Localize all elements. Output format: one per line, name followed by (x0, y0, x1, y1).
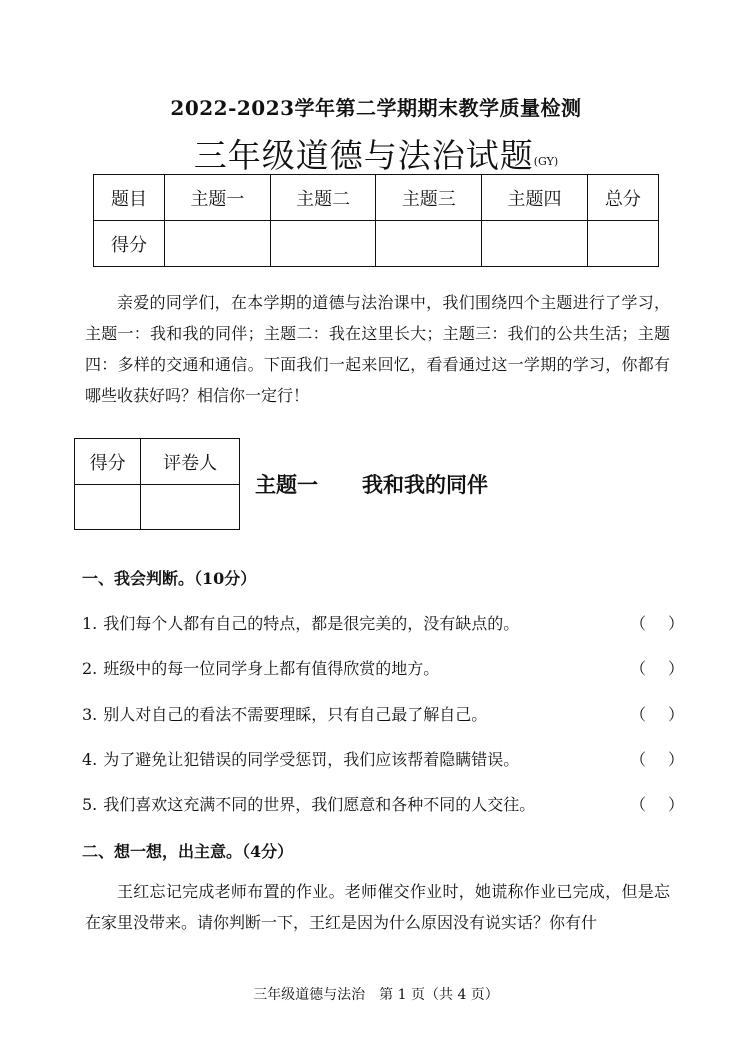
question-text: 我们喜欢这充满不同的世界，我们愿意和各种不同的人交往。 (103, 795, 536, 814)
question-item (82, 702, 707, 725)
question-number: 5. (82, 795, 98, 814)
section2-heading: 二、想一想，出主意。（4分） (82, 842, 294, 861)
question-number: 1. (82, 614, 98, 633)
answer-parentheses[interactable]: （） (630, 750, 707, 769)
exam-year-line: 2022-2023学年第二学期期末教学质量检测 (170, 96, 582, 120)
score-table-score-row (94, 221, 659, 267)
question-item (82, 656, 707, 679)
score-table-header: 主题二 (270, 175, 376, 221)
grader-name-cell[interactable] (141, 485, 240, 530)
question-text: 班级中的每一位同学身上都有值得欣赏的地方。 (103, 659, 440, 678)
score-table-header: 总分 (587, 175, 658, 221)
question-number: 3. (82, 705, 98, 724)
grader-header-row (75, 439, 240, 485)
grader-table (74, 438, 240, 530)
score-cell[interactable] (376, 221, 482, 267)
question-item (82, 792, 707, 815)
question-text: 为了避免让犯错误的同学受惩罚，我们应该帮着隐瞒错误。 (103, 750, 520, 769)
score-cell[interactable] (165, 221, 271, 267)
score-cell[interactable] (482, 221, 588, 267)
score-table (93, 174, 659, 267)
score-table-header: 题目 (94, 175, 165, 221)
grader-name-label: 评卷人 (141, 439, 240, 485)
score-table-header: 主题四 (482, 175, 588, 221)
grader-score-cell[interactable] (75, 485, 141, 530)
page-footer: 三年级道德与法治 第 1 页（共 4 页） (253, 987, 499, 1003)
answer-parentheses[interactable]: （） (630, 614, 707, 633)
question-item (82, 747, 707, 770)
score-cell[interactable] (587, 221, 658, 267)
answer-parentheses[interactable]: （） (630, 705, 707, 724)
topic-heading (255, 469, 488, 499)
answer-parentheses[interactable]: （） (630, 795, 707, 814)
exam-title-text: 三年级道德与法治试题 (193, 136, 534, 175)
score-table-header: 主题三 (376, 175, 482, 221)
score-table-header-row (94, 175, 659, 221)
intro-paragraph: 亲爱的同学们，在本学期的道德与法治课中，我们围绕四个主题进行了学习，主题一：我和我的同伴；主题二：我在这里长大；主题三：我们的公共生活；主题四：多样的交通和通信。下面我们一起来回忆，看看通过这一学期的学习，你都有哪些收获好吗？相信你一定行！ (85, 293, 670, 405)
exam-title (0, 130, 752, 177)
question-item (82, 611, 707, 634)
section1-heading: 一、我会判断。（10分） (82, 569, 257, 588)
question-text: 别人对自己的看法不需要理睬，只有自己最了解自己。 (103, 705, 488, 724)
exam-code: (GY) (533, 155, 559, 168)
question-text: 我们每个人都有自己的特点，都是很完美的，没有缺点的。 (103, 614, 520, 633)
topic-number: 主题一 (255, 472, 318, 497)
question-number: 4. (82, 750, 98, 769)
grader-entry-row (75, 485, 240, 530)
score-row-label: 得分 (94, 221, 165, 267)
score-cell[interactable] (270, 221, 376, 267)
grader-score-label: 得分 (75, 439, 141, 485)
topic-name: 我和我的同伴 (362, 472, 488, 497)
scenario-paragraph: 王红忘记完成老师布置的作业。老师催交作业时，她谎称作业已完成，但是忘在家里没带来。请你判断一下，王红是因为什么原因没有说实话？你有什 (85, 882, 670, 932)
score-table-header: 主题一 (165, 175, 271, 221)
answer-parentheses[interactable]: （） (630, 659, 707, 678)
question-number: 2. (82, 659, 98, 678)
